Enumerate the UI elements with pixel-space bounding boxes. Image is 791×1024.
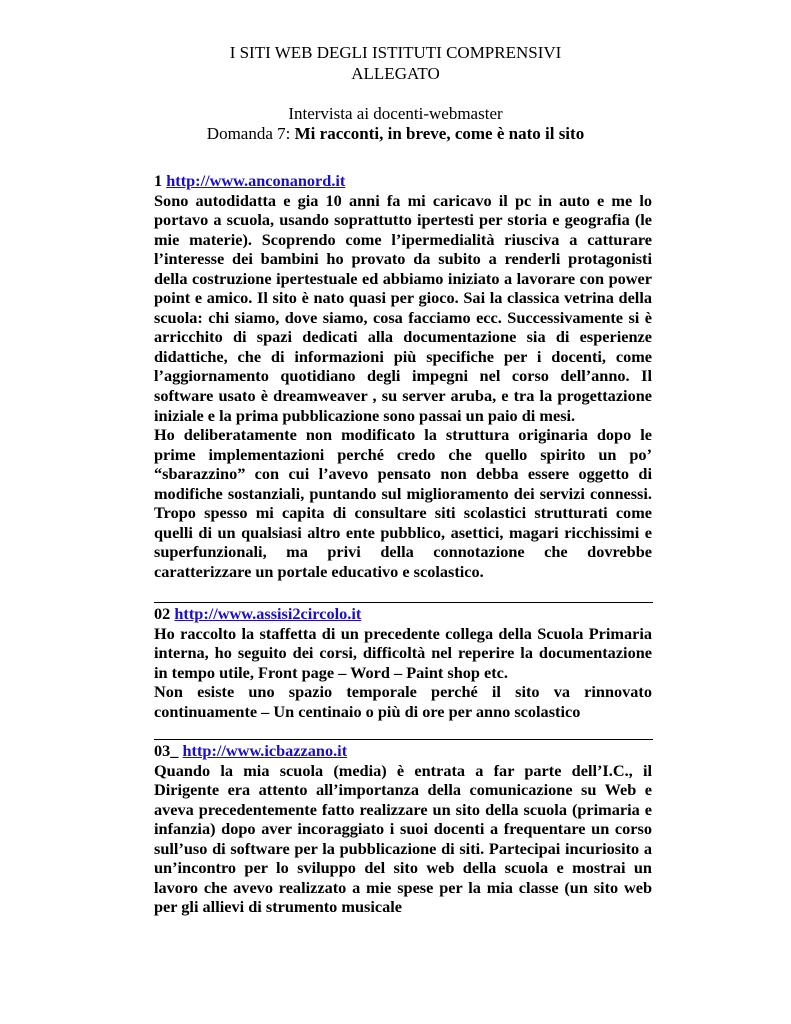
entry-1-heading [154,171,652,191]
title-line-1: I SITI WEB DEGLI ISTITUTI COMPRENSIVI [229,43,562,62]
entry-1-link[interactable]: http://www.anconanord.it [166,171,346,190]
entry-1-number: 1 [154,171,167,190]
question-prefix: Domanda 7: [206,124,295,143]
divider [154,602,653,603]
subtitle: Intervista ai docenti-webmaster [288,104,503,123]
question-text: Mi racconti, in breve, come è nato il sito [294,124,585,143]
entry-2-link[interactable]: http://www.assisi2circolo.it [174,604,362,623]
title-line-2: ALLEGATO [351,64,440,83]
entry-3 [154,741,652,917]
entry-3-link[interactable]: http://www.icbazzano.it [182,741,348,760]
entry-2-number: 02 [154,604,175,623]
entry-2 [154,604,652,721]
entry-1-paragraph-1: Sono autodidatta e gia 10 anni fa mi caricavo il pc in auto e me lo portavo a scuola, usando soprattutto ipertesti per storia e geografia (le mie materie). Scoprendo come l’ipermedialità riusciva a catturare l’interesse dei bambini ho provato da subito a renderli protagonisti della costruzione ipertestuale ed abbiamo iniziato a lavorare con power point e amico. Il sito è nato quasi per gioco. Sai la classica vetrina della scuola: chi siamo, dove siamo, cosa facciamo ecc. Successivamente si è arricchito di spazi dedicati alla documentazione sia di esperienze didattiche, che di informazioni più specifiche per i docenti, come l’aggiornamento quotidiano degli impegni nel corso dell’anno. Il software usato è dreamweaver , su server aruba, e tra la progettazione iniziale e la prima pubblicazione sono passai un paio di mesi. [154,190,652,425]
entry-2-paragraph-2: Non esiste uno spazio temporale perché il sito va rinnovato continuamente – Un centinaio o più di ore per anno scolastico [154,682,652,721]
entry-3-heading [154,741,652,761]
entry-2-paragraph-1: Ho raccolto la staffetta di un precedente collega della Scuola Primaria interna, ho seguito dei corsi, difficoltà nel reperire la documentazione in tempo utile, Front page – Word – Paint shop etc. [154,623,652,682]
entry-1-paragraph-2: Ho deliberatamente non modificato la struttura originaria dopo le prime implementazioni perché credo che quello spirito un po’ “sbarazzino” con cui l’avevo pensato non debba essere oggetto di modifiche sostanziali, puntando sul miglioramento dei servizi connessi. Tropo spesso mi capita di consultare siti scolastici strutturati come quelli di un qualsiasi altro ente pubblico, asettici, magari ricchissimi e superfunzionali, ma privi della connotazione che dovrebbe caratterizzare un portale educativo e scolastico. [154,425,652,581]
divider [154,739,653,740]
entry-3-paragraph-1: Quando la mia scuola (media) è entrata a far parte dell’I.C., il Dirigente era attento all’importanza della comunicazione su Web e aveva precedentemente fatto realizzare un sito della scuola (primaria e infanzia) dopo aver incoraggiato i suoi docenti a frequentare un corso sull’uso di software per la pubblicazione di siti. Partecipai incuriosito a un’incontro per lo sviluppo del sito web della scuola e mostrai un lavoro che avevo realizzato a mie spese per la mia classe (un sito web per gli allievi di strumento musicale [154,760,652,917]
entry-3-number: 03_ [154,741,183,760]
entry-2-heading [154,604,652,624]
entry-1 [154,171,652,581]
question [0,124,791,144]
